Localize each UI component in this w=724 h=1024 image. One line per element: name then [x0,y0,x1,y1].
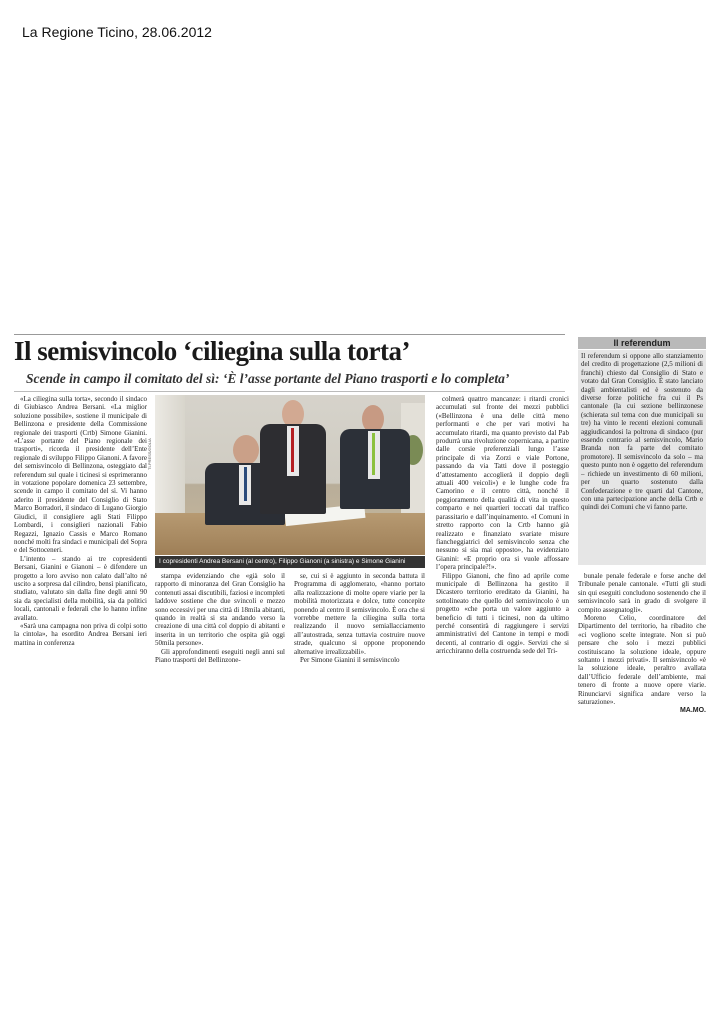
column-paragraph: stampa evidenziando che «già solo il rapporto di minoranza del Gran Consiglio ha contenuti assai discutibili, faziosi e incompleti laddove sostiene che due svincoli e mezzo sono eccessivi per una città di 18mila abitanti, quando in realtà si sta andando verso la creazione di una città col doppio di abitanti e inserita in un territorio che ospita già oggi 50mila persone». [155,572,285,648]
subhead-rule [14,391,565,392]
sidebar-text: Il referendum si oppone allo stanziamento del credito di progettazione (2,5 milioni di franchi) chiesto dal Consiglio di Stato e votato dal Gran Consiglio. È stato lanciato dagli ambientalisti ed è sostenuto da diverse forze politiche fra cui il Ps cantonale (la cui sezione bellinzonese (schierata sul tema con due municipali su tre) ha vinto le recenti elezioni comunali aggiudicandosi la poltrona di sindaco (pur essendo contrario al semisvincolo, Mario Branda non fa parte del comitato promotore). Il semisvincolo da solo – ma questo punto non è oggetto del referendum – richiede un investimento di 60 milioni, per un quarto sostenuto dalla Confederazione e tre quarti dal Cantone, con una partecipazione anche della Crtb e quindi dei Comuni che vi fanno parte. [581,352,703,512]
press-photo [155,395,425,555]
column-paragraph: se, cui si è aggiunto in seconda battuta il Programma di agglomerato, «hanno portato alla realizzazione di molte opere viarie per la mobilità motorizzata e dolce, tutte concepite ponendo al centro il semisvincolo. È ora che si vorrebbe mettere la ciliegina sulla torta realizzando il nuovo semiallacciamento all’autostrada, senza tuttavia costruire nuove strade, qualcuno si oppone proponendo alternative irrealizzabili». [294,572,425,656]
sidebar-box [578,350,706,565]
author-signature: MA.MO. [679,706,706,712]
article-subheadline: Scende in campo il comitato del sì: ‘È l’asse portante del Piano trasporti e lo completa’ [26,371,510,386]
column-paragraph: Per Simone Gianini il semisvincolo [300,656,400,665]
article-column-3 [294,572,425,712]
column-paragraph: «La ciliegina sulla torta», secondo il sindaco di Giubiasco Andrea Bersani. «La miglior soluzione possibile», sostiene il municipale di Bellinzona e presidente della Commissione regionale dei trasporti (Crtb) Simone Gianini. «L’asse portante del Piano regionale dei trasporti», ricorda il presidente dell’Ente regionale di sviluppo Filippo Gianoni. A favore del semisvincolo di Bellinzona, osteggiato dal referendum sul quale i ticinesi si esprimeranno in votazione popolare domenica 23 settembre, scende in campo il comitato del sì. Vi hanno aderito il presidente del Consiglio di Stato Marco Borradori, il sindaco di Lugano Giorgio Giudici, il consigliere agli Stati Filippo Lombardi, i consiglieri nazionali Fabio Regazzi, Ignazio Cassis e Marco Romano nonché molti fra sindaci e municipali del Sopra e del Sottoceneri. [14,395,147,555]
sidebar-title: Il referendum [578,337,706,349]
column-paragraph: Gli approfondimenti eseguiti negli anni sul Piano trasporti del Bellinzone- [155,647,285,665]
sidebar-text-wrap [581,352,703,563]
photo-credit: TI-PRESS/GOLIA [147,438,152,470]
article-column-4 [436,395,569,715]
column-paragraph: Filippo Gianoni, che fino ad aprile come municipale di Bellinzona ha gestito il Dicastero territorio ereditato da Gianini, ha sottolineato che quello del semisvincolo è un progetto «che porta un valore aggiunto a beneficio di tutti i ticinesi, non da ultimo perché consentirà di raggiungere i servizi amministrativi del Cantone in tempi e modi decenti, al contrario di oggi». Servizi che si arricchiranno della costruenda sede del Tri- [436,571,569,656]
article-column-5 [578,572,706,712]
column-paragraph: bunale penale federale e forse anche del Tribunale penale cantonale. «Tutti gli studi sin qui eseguiti concludono sostenendo che il semisvincolo sarà in grado di svolgere il compito assegnatogli». [578,572,706,614]
column-paragraph: «Sarà una campagna non priva di colpi sotto la cintola», ha esordito Andrea Bersani ieri mattina in conferenza [14,621,147,647]
photo-caption: I copresidenti Andrea Bersani (al centro), Filippo Gianoni (a sinistra) e Simone Gianini [155,556,425,568]
top-rule [14,334,565,335]
article-column-2 [155,572,285,712]
photo-window [155,395,185,525]
source-line: La Regione Ticino, 28.06.2012 [22,24,212,40]
column-paragraph: Moreno Celio, coordinatore del Dipartimento del territorio, ha ribadito che «ci vogliono scelte integrate. Non si può pensare che solo i mezzi pubblici costituiscano la soluzione ideale, oppure soltanto i mezzi privati». Il semisvincolo «è la soluzione ideale, peraltro avallata dall’Ufficio federale dell’ambiente, mai tenero di fronte a nuove opere viarie. Rinunciarvi significa andare verso la saturazione». [578,614,706,707]
column-paragraph: L’intento – stando ai tre copresidenti Bersani, Gianini e Gianoni – è difendere un progetto a loro avviso non calato dall’alto né uscito a sorpresa dal cilindro, bensì pianificato, studiato, valutato sin dalla fine degli anni 90 sia da specialisti della mobilità, sia da politici locali, cantonali e federali che lo hanno infine avallato. [14,554,147,622]
column-paragraph: colmerà quattro mancanze: i ritardi cronici accumulati sul fronte dei mezzi pubblici («Bellinzona è una delle città meno performanti e che per vari motivi ha accumulato ritardi, ma quanto previsto dal Pab produrrà una rivoluzione copernicana, a partire dalle corsie preferenziali lungo l’asse principale di via Zorzi e viale Portone, passando da via Tatti dove il posteggio d’attestamento accoglierà il doppio degli attuali 400 veicoli») e le lunghe code fra Camorino e il centro città, nonché il peggioramento della qualità di vita in questo comparto e nei quartieri toccati dal traffico parassitario e dall’inquinamento. «I Comuni in stretto rapporto con la Crtb hanno già realizzato e finanziato svariate misure fiancheggiatrici del semisvincolo senza che nessuno si sia mai opposto», ha evidenziato Gianini: «E proprio ora si vuole affossare l’opera principale?!». [436,395,569,572]
article-headline: Il semisvincolo ‘ciliegina sulla torta’ [14,336,410,366]
article-column-1 [14,395,147,717]
